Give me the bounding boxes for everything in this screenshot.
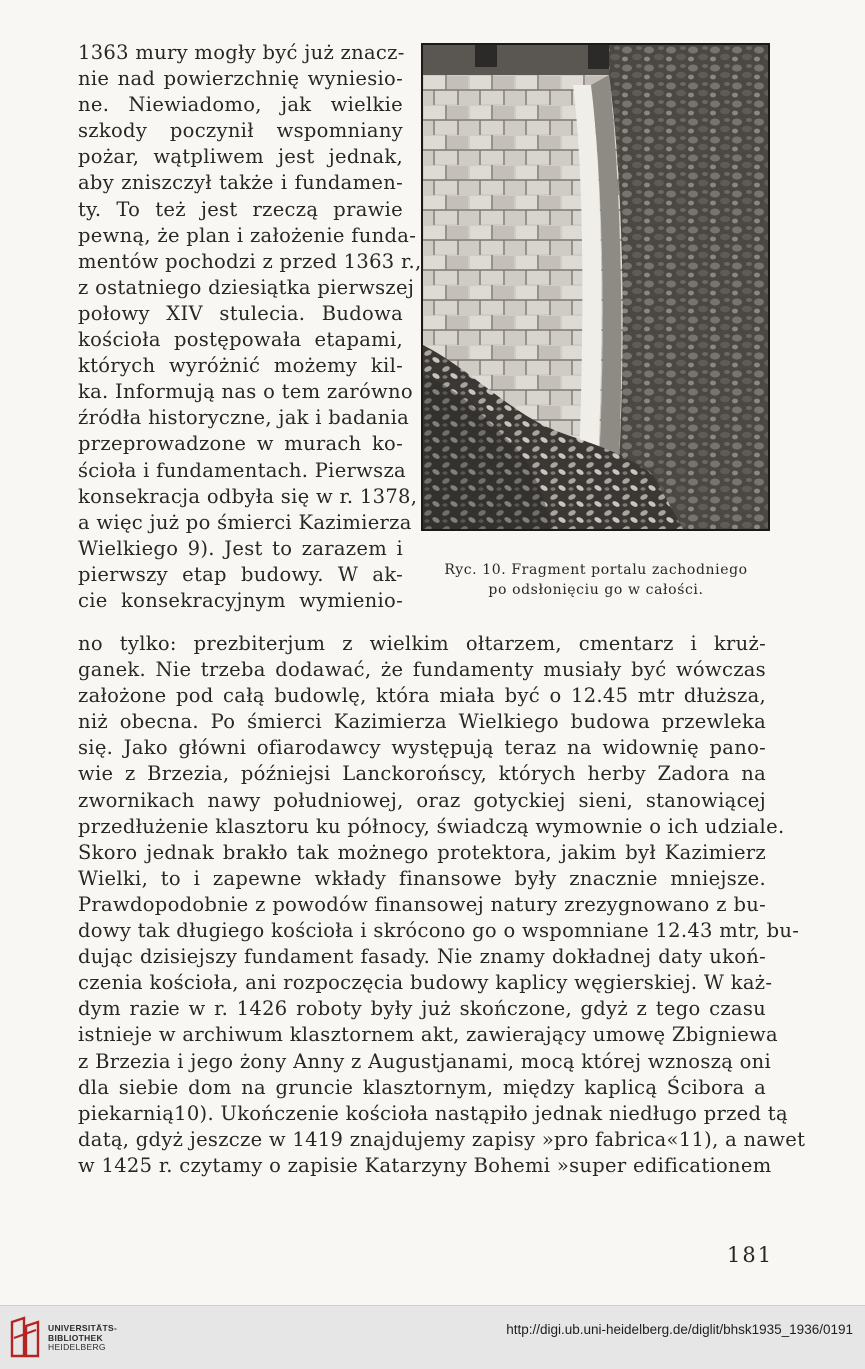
text-line: Wielki, to i zapewne wkłady finansowe były znacznie mniejsze. bbox=[78, 866, 766, 890]
library-name-line: UNIVERSITÄTS- bbox=[48, 1323, 118, 1333]
body-text-column bbox=[78, 40, 422, 614]
text-line: ka. Informują nas o tem zarówno bbox=[78, 380, 413, 404]
figure-photo bbox=[421, 43, 770, 531]
library-name-line: HEIDELBERG bbox=[48, 1342, 106, 1352]
text-line: dla siebie dom na gruncie klasztornym, między kaplicą Ścibora a bbox=[78, 1075, 766, 1099]
text-line: pierwszy etap budowy. W ak- bbox=[78, 562, 403, 586]
text-line: przeprowadzone w murach ko- bbox=[78, 432, 403, 456]
text-line: ścioła i fundamentach. Pierwsza bbox=[78, 458, 406, 482]
text-line: istnieje w archiwum klasztornem akt, zawierający umowę Zbigniewa bbox=[78, 1023, 778, 1047]
text-line: mentów pochodzi z przed 1363 r., bbox=[78, 249, 422, 273]
text-line: Prawdopodobnie z powodów finansowej natury zrezygnowano z bu- bbox=[78, 892, 766, 916]
text-line: pewną, że plan i założenie funda- bbox=[78, 223, 417, 247]
page-number: 181 bbox=[727, 1243, 774, 1267]
text-line: się. Jako główni ofiarodawcy występują teraz na widownię pano- bbox=[78, 736, 766, 760]
text-line: Skoro jednak brakło tak możnego protektora, jakim był Kazimierz bbox=[78, 840, 766, 864]
library-footer bbox=[0, 1305, 865, 1369]
text-line: ne. Niewiadomo, jak wielkie bbox=[78, 93, 403, 117]
text-line: źródła historyczne, jak i badania bbox=[78, 406, 410, 430]
text-line: wie z Brzezia, późniejsi Lanckorońscy, których herby Zadora na bbox=[78, 762, 766, 786]
text-line: przedłużenie klasztoru ku północy, świadczą wymownie o ich udziale. bbox=[78, 814, 785, 838]
library-name bbox=[48, 1324, 117, 1353]
text-line: datą, gdyż jeszcze w 1419 znajdujemy zapisy »pro fabrica«11), a nawet bbox=[78, 1127, 806, 1151]
text-line: 1363 mury mogły być już znacz- bbox=[78, 41, 405, 64]
text-line: pożar, wątpliwem jest jednak, bbox=[78, 145, 403, 169]
text-line: piekarnią10). Ukończenie kościoła nastąpiło jednak niedługo przed tą bbox=[78, 1101, 788, 1125]
text-line: zwornikach nawy południowej, oraz gotyckiej sieni, stanowiącej bbox=[78, 788, 766, 812]
text-line: dując dzisiejszy fundament fasady. Nie znamy dokładnej daty ukoń- bbox=[78, 945, 766, 969]
text-line: konsekracja odbyła się w r. 1378, bbox=[78, 484, 418, 508]
text-line: czenia kościoła, ani rozpoczęcia budowy kaplicy węgierskiej. W każ- bbox=[78, 971, 773, 995]
text-line: dym razie w r. 1426 roboty były już skończone, gdyż z tego czasu bbox=[78, 997, 766, 1021]
text-line: założone pod całą budowlę, która miała być o 12.45 mtr dłuższa, bbox=[78, 684, 766, 708]
university-library-logo-icon[interactable] bbox=[8, 1316, 42, 1360]
permalink-url[interactable]: http://digi.ub.uni-heidelberg.de/diglit/bhsk1935_1936/0191 bbox=[506, 1322, 853, 1337]
text-line: połowy XIV stulecia. Budowa bbox=[78, 301, 403, 325]
figure-caption bbox=[426, 560, 766, 600]
caption-line: po odsłonięciu go w całości. bbox=[488, 582, 704, 598]
text-line: w 1425 r. czytamy o zapisie Katarzyny Bohemi »super edificationem bbox=[78, 1153, 772, 1177]
text-line: niż obecna. Po śmierci Kazimierza Wielkiego budowa przewleka bbox=[78, 710, 766, 734]
library-name-line: BIBLIOTHEK bbox=[48, 1332, 103, 1343]
text-line: nie nad powierzchnię wyniesio- bbox=[78, 67, 403, 91]
text-line: a więc już po śmierci Kazimierza bbox=[78, 510, 412, 534]
text-line: ganek. Nie trzeba dodawać, że fundamenty musiały być wówczas bbox=[78, 658, 766, 682]
text-line: szkody poczynił wspomniany bbox=[78, 119, 403, 143]
text-line: dowy tak długiego kościoła i skrócono go o wspomniane 12.43 mtr, bu- bbox=[78, 919, 800, 943]
text-line: Wielkiego 9). Jest to zarazem i bbox=[78, 536, 403, 560]
body-text-full-width bbox=[78, 631, 806, 1179]
text-line: z ostatniego dziesiątka pierwszej bbox=[78, 275, 415, 299]
text-line: no tylko: prezbiterjum z wielkim ołtarzem, cmentarz i kruż- bbox=[78, 632, 766, 655]
text-line: ty. To też jest rzeczą prawie bbox=[78, 197, 403, 221]
caption-line: Ryc. 10. Fragment portalu zachodniego bbox=[444, 562, 748, 578]
text-line: kościoła postępowała etapami, bbox=[78, 328, 403, 352]
stone-wall-photo bbox=[423, 45, 768, 529]
text-line: aby zniszczył także i fundamen- bbox=[78, 171, 403, 195]
text-line: cie konsekracyjnym wymienio- bbox=[78, 588, 403, 612]
text-line: których wyróżnić możemy kil- bbox=[78, 354, 403, 378]
text-line: z Brzezia i jego żony Anny z Augustjanami, mocą której wznoszą oni bbox=[78, 1049, 772, 1073]
